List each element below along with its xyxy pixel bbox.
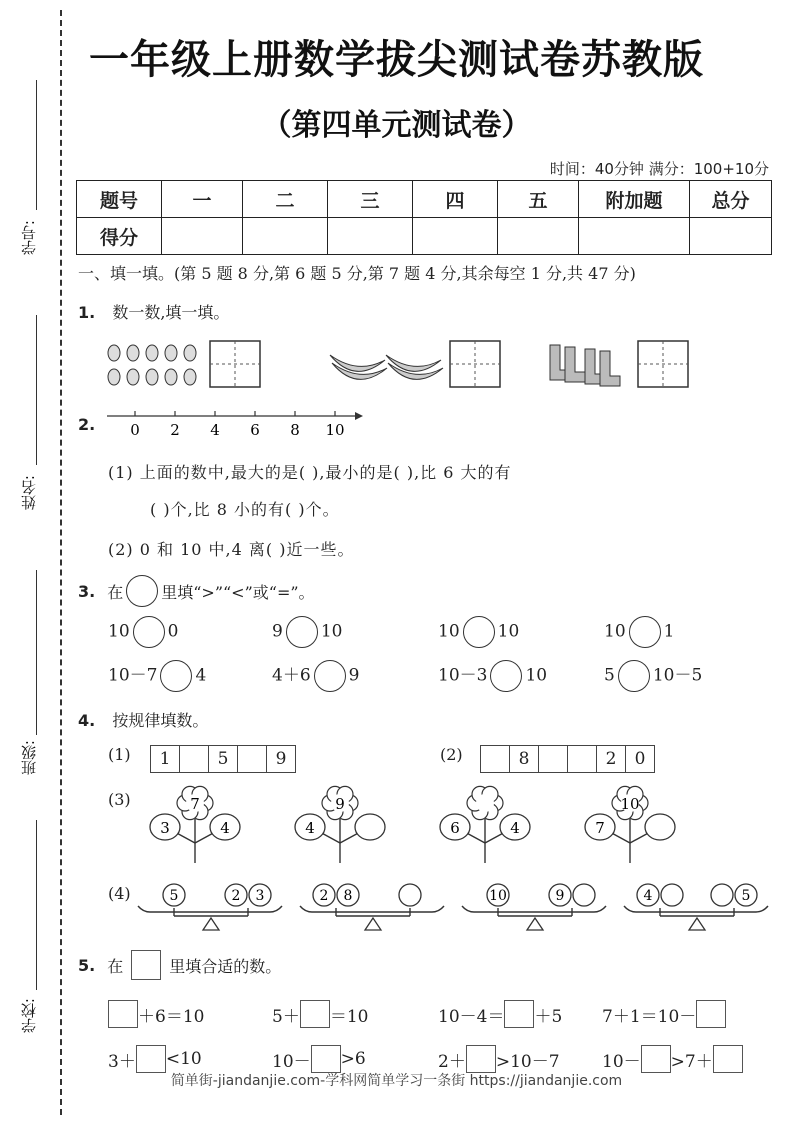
balance-number: 4 xyxy=(643,888,653,904)
compare-item xyxy=(272,616,342,648)
sequence-cell[interactable]: 9 xyxy=(275,749,287,769)
sequence-cell[interactable]: 8 xyxy=(510,746,539,772)
leaf-left-number: 6 xyxy=(450,819,460,837)
answer-box[interactable] xyxy=(713,1045,743,1073)
school-line xyxy=(36,820,37,990)
sequence-cell[interactable]: 1 xyxy=(151,746,180,772)
name-label: 姓名: xyxy=(20,475,38,511)
balance-circle[interactable] xyxy=(661,884,683,906)
leaf-right-number: 4 xyxy=(510,819,520,837)
score-cell[interactable] xyxy=(243,218,328,255)
question-text: 里填“>”“<”或“=”。 xyxy=(161,582,315,602)
fill-text: 10－4＝ xyxy=(438,1006,505,1027)
question-4 xyxy=(78,708,208,731)
compare-right: 10 xyxy=(525,665,548,686)
score-table xyxy=(76,180,772,255)
number-flower xyxy=(150,786,240,863)
score-header-cell: 总分 xyxy=(690,181,772,218)
question-2-part-1-line-1: (1) 上面的数中,最大的是( ),最小的是( ),比 6 大的有 xyxy=(108,463,512,482)
leaf-right[interactable] xyxy=(645,814,675,840)
number-balances xyxy=(138,878,751,938)
score-cell[interactable] xyxy=(162,218,243,255)
class-label: 班级: xyxy=(20,740,38,776)
question-number: 3. xyxy=(78,581,96,601)
compare-left: 5 xyxy=(604,665,615,686)
balance-number: 5 xyxy=(169,888,179,904)
fill-text: 10－ xyxy=(602,1051,641,1072)
school-label: 学校: xyxy=(20,998,38,1034)
balance-number: 2 xyxy=(319,888,329,904)
sequence-cell[interactable]: 2 xyxy=(597,746,626,772)
sequence-2-label: (2) xyxy=(440,745,463,764)
answer-circle[interactable] xyxy=(463,616,495,648)
compare-right: 9 xyxy=(348,665,360,686)
answer-grid[interactable] xyxy=(450,341,500,387)
time-info: 时间：40分钟 满分：100+10分 xyxy=(549,160,769,178)
compare-left: 10 xyxy=(108,621,130,642)
compare-item xyxy=(604,660,702,692)
fill-text: >7＋ xyxy=(670,1051,713,1072)
answer-box[interactable] xyxy=(696,1000,726,1028)
compare-right: 10 xyxy=(497,621,520,642)
question-number: 2. xyxy=(78,415,96,434)
sequence-cell[interactable]: 5 xyxy=(209,746,238,772)
score-header-cell: 附加题 xyxy=(579,181,690,218)
balance-number: 3 xyxy=(255,888,265,904)
sequence-cell[interactable]: 0 xyxy=(634,749,646,769)
tick-label: 2 xyxy=(170,421,180,439)
leaf-right[interactable] xyxy=(355,814,385,840)
score-cell[interactable] xyxy=(690,218,772,255)
answer-box[interactable] xyxy=(504,1000,534,1028)
leaf-left-number: 7 xyxy=(595,819,605,837)
balance-circle[interactable] xyxy=(399,884,421,906)
score-cell[interactable] xyxy=(498,218,579,255)
fill-item xyxy=(602,1000,726,1028)
leaf-right-number: 4 xyxy=(220,819,230,837)
number-flower xyxy=(585,786,675,863)
score-row-label: 得分 xyxy=(77,218,162,255)
triangle-fulcrum-icon xyxy=(689,918,705,930)
question-text: 按规律填数。 xyxy=(112,711,209,730)
number-flower xyxy=(295,786,385,863)
sock-icon xyxy=(550,345,620,386)
compare-item xyxy=(108,660,206,692)
question-1 xyxy=(78,300,229,323)
sequence-cell[interactable] xyxy=(238,746,267,772)
fill-item xyxy=(108,1000,204,1028)
pear-icon xyxy=(108,345,196,385)
answer-box[interactable] xyxy=(641,1045,671,1073)
sequence-cell[interactable] xyxy=(481,746,510,772)
compare-right: 1 xyxy=(663,621,675,642)
question-5 xyxy=(78,950,281,980)
counting-pictures xyxy=(100,335,700,395)
answer-box[interactable] xyxy=(108,1000,138,1028)
answer-circle[interactable] xyxy=(160,660,192,692)
fill-text: ＋5 xyxy=(534,1006,563,1027)
tick-label: 0 xyxy=(130,421,140,439)
balance-number: 2 xyxy=(231,888,241,904)
compare-right: 10 xyxy=(320,621,343,642)
compare-item xyxy=(272,660,359,692)
score-header-cell: 三 xyxy=(328,181,413,218)
score-cell[interactable] xyxy=(413,218,498,255)
balance-circle[interactable] xyxy=(573,884,595,906)
tick-label: 8 xyxy=(290,421,300,439)
question-text: 在 xyxy=(107,956,124,976)
compare-left: 10 xyxy=(604,621,626,642)
score-header-cell: 题号 xyxy=(77,181,162,218)
fill-text: 3＋ xyxy=(108,1051,136,1072)
fill-item xyxy=(272,1045,366,1073)
balance-number: 5 xyxy=(741,888,751,904)
question-text: 在 xyxy=(107,582,124,602)
leaf-left-number: 4 xyxy=(305,819,315,837)
sequence-1 xyxy=(150,745,296,773)
number-balance xyxy=(138,884,282,930)
fill-text: 7＋1＝10－ xyxy=(602,1006,697,1027)
binding-line xyxy=(60,10,62,1115)
answer-circle[interactable] xyxy=(618,660,650,692)
triangle-fulcrum-icon xyxy=(365,918,381,930)
number-balance xyxy=(462,884,606,930)
class-line xyxy=(36,570,37,735)
score-table-header-row xyxy=(77,181,772,218)
answer-circle[interactable] xyxy=(286,616,318,648)
compare-left: 9 xyxy=(272,621,283,642)
balance-circle[interactable] xyxy=(711,884,733,906)
question-number: 4. xyxy=(78,711,96,730)
answer-circle[interactable] xyxy=(314,660,346,692)
flower-top-number[interactable]: 10 xyxy=(620,795,640,813)
answer-box[interactable] xyxy=(311,1045,341,1073)
score-header-cell: 四 xyxy=(413,181,498,218)
page-title: 一年级上册数学拔尖测试卷苏教版 xyxy=(89,37,704,83)
triangle-fulcrum-icon xyxy=(203,918,219,930)
square-symbol-icon xyxy=(131,950,161,980)
fill-text: 5＋ xyxy=(272,1006,300,1027)
question-3 xyxy=(78,575,315,607)
leaf-left-number: 3 xyxy=(160,819,170,837)
balance-number: 10 xyxy=(489,888,507,904)
question-2-number xyxy=(78,415,95,434)
section-heading: 一、填一填。(第 5 题 8 分,第 6 题 5 分,第 7 题 4 分,其余每空 1 分,共 47 分) xyxy=(78,264,636,283)
compare-item xyxy=(604,616,674,648)
compare-left: 10－7 xyxy=(108,665,158,686)
fill-text: <10 xyxy=(165,1049,202,1069)
question-number: 1. xyxy=(78,303,96,322)
score-header-cell: 一 xyxy=(162,181,243,218)
score-cell[interactable] xyxy=(579,218,690,255)
answer-circle[interactable] xyxy=(490,660,522,692)
fill-text: >6 xyxy=(340,1049,366,1069)
sequence-2 xyxy=(480,745,655,773)
compare-left: 10－3 xyxy=(438,665,488,686)
fill-item xyxy=(438,1045,560,1073)
number-flowers xyxy=(140,785,720,865)
sequence-cell[interactable] xyxy=(539,746,568,772)
student-id-label: 学号: xyxy=(20,220,38,256)
banana-icon xyxy=(330,355,443,379)
balance-number: 8 xyxy=(343,888,353,904)
fill-item xyxy=(438,1000,562,1028)
fill-text: 2＋ xyxy=(438,1051,466,1072)
balances-label: (4) xyxy=(108,884,131,903)
name-line xyxy=(36,315,37,465)
page-subtitle: （第四单元测试卷） xyxy=(261,108,532,143)
answer-grid[interactable] xyxy=(210,341,260,387)
fill-item xyxy=(272,1000,368,1028)
compare-right: 0 xyxy=(167,621,179,642)
flower-icon xyxy=(467,786,503,819)
answer-box[interactable] xyxy=(466,1045,496,1073)
sequence-1-label: (1) xyxy=(108,745,131,764)
compare-item xyxy=(438,616,519,648)
triangle-fulcrum-icon xyxy=(527,918,543,930)
sequence-cell[interactable] xyxy=(180,746,209,772)
fill-text: 10－ xyxy=(272,1051,311,1072)
score-header-cell: 五 xyxy=(498,181,579,218)
fill-text: ＝10 xyxy=(329,1006,369,1027)
flower-top-number[interactable]: 7 xyxy=(190,795,200,813)
compare-left: 4＋6 xyxy=(272,665,311,686)
answer-box[interactable] xyxy=(136,1045,166,1073)
tick-label: 10 xyxy=(325,421,345,439)
score-header-cell: 二 xyxy=(243,181,328,218)
tick-label: 4 xyxy=(210,421,220,439)
number-balance xyxy=(624,884,768,930)
fill-item xyxy=(108,1045,202,1073)
answer-circle[interactable] xyxy=(133,616,165,648)
number-flower xyxy=(440,786,530,863)
fill-text: >10－7 xyxy=(495,1051,560,1072)
flowers-label: (3) xyxy=(108,790,131,809)
compare-right: 10－5 xyxy=(652,665,703,686)
fill-text: ＋6＝10 xyxy=(138,1006,205,1027)
question-text: 里填合适的数。 xyxy=(169,956,282,976)
sequence-cell[interactable] xyxy=(568,746,597,772)
fill-item xyxy=(602,1045,743,1073)
question-2-part-1-line-2: ( )个,比 8 小的有( )个。 xyxy=(150,500,340,519)
tick-label: 6 xyxy=(250,421,260,439)
answer-grid[interactable] xyxy=(638,341,688,387)
circle-symbol-icon xyxy=(126,575,158,607)
compare-left: 10 xyxy=(438,621,460,642)
question-number: 5. xyxy=(78,955,96,975)
compare-item xyxy=(438,660,547,692)
compare-right: 4 xyxy=(195,665,207,686)
flower-top-number[interactable]: 9 xyxy=(335,795,345,813)
score-table-row xyxy=(77,218,772,255)
answer-box[interactable] xyxy=(300,1000,330,1028)
score-cell[interactable] xyxy=(328,218,413,255)
question-text: 数一数,填一填。 xyxy=(112,303,230,322)
number-line xyxy=(105,408,365,444)
question-2-part-2: (2) 0 和 10 中,4 离( )近一些。 xyxy=(108,540,355,559)
balance-number: 9 xyxy=(555,888,565,904)
answer-circle[interactable] xyxy=(629,616,661,648)
compare-item xyxy=(108,616,178,648)
footer-watermark: 简单街-jiandanjie.com-学科网简单学习一条街 https://jiandanjie.com xyxy=(170,1073,623,1089)
number-balance xyxy=(300,884,444,930)
